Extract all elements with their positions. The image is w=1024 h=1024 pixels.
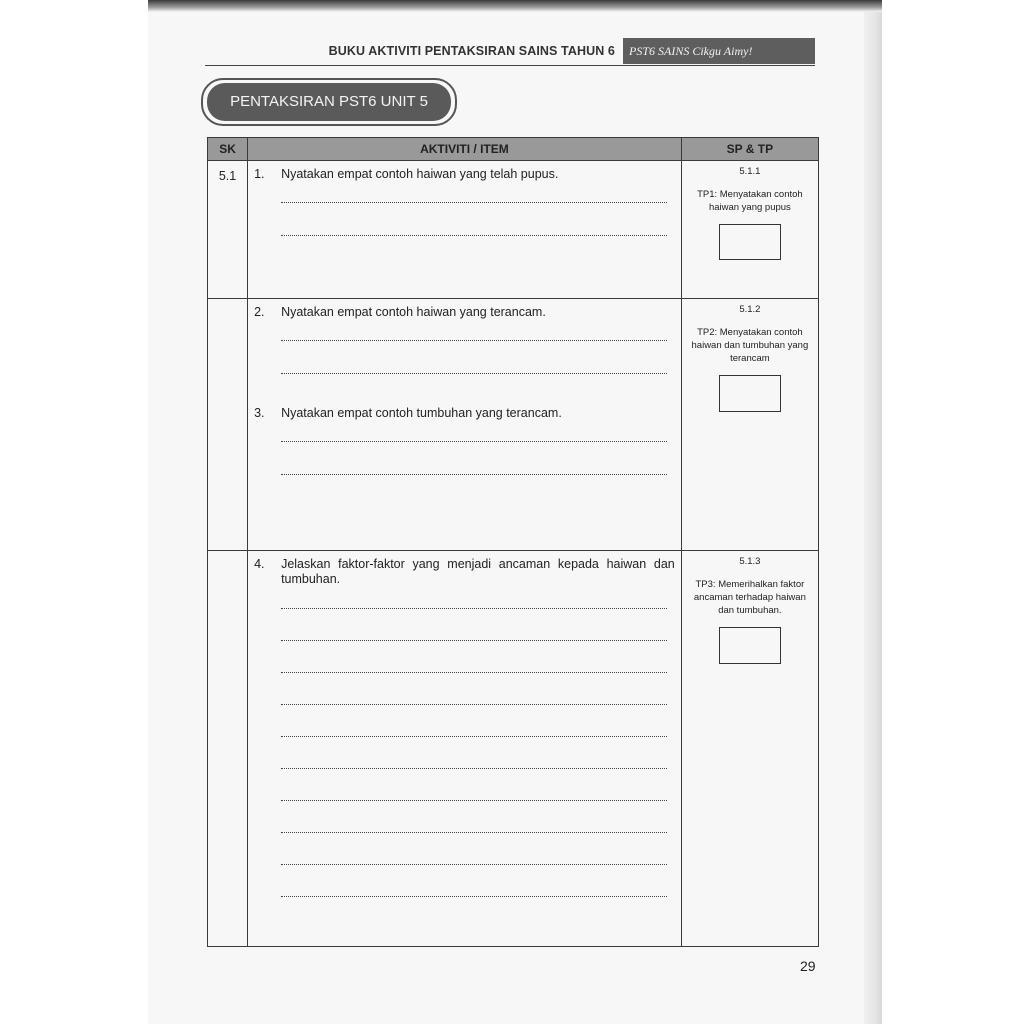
answer-line[interactable] xyxy=(281,671,667,673)
answer-line[interactable] xyxy=(281,703,667,705)
sp-tp-cell xyxy=(681,299,818,551)
answer-line[interactable] xyxy=(281,201,667,203)
tp-description: TP3: Memerihalkan faktor ancaman terhadap haiwan dan tumbuhan. xyxy=(693,579,806,616)
question-item xyxy=(254,167,675,182)
header-activity: AKTIVITI / ITEM xyxy=(248,138,682,161)
tp-description: TP1: Menyatakan contoh haiwan yang pupus xyxy=(697,189,803,213)
answer-line[interactable] xyxy=(281,473,667,475)
question-number: 4. xyxy=(254,557,265,571)
sk-empty-cell xyxy=(208,299,248,551)
answer-line[interactable] xyxy=(281,639,667,641)
question-text: Nyatakan empat contoh haiwan yang telah pupus. xyxy=(281,167,559,181)
header-divider xyxy=(205,65,815,66)
question-item xyxy=(254,406,675,421)
table-header-row xyxy=(208,138,819,161)
sp-tp-cell xyxy=(681,161,818,299)
sp-tp-cell xyxy=(681,551,818,947)
sp-code: 5.1.3 xyxy=(739,556,761,567)
answer-line[interactable] xyxy=(281,735,667,737)
header-tag: PST6 SAINS Cikgu Aimy! xyxy=(623,38,815,64)
sk-empty-cell xyxy=(208,551,248,947)
question-text: Nyatakan empat contoh haiwan yang terancam. xyxy=(281,305,546,319)
page-number: 29 xyxy=(800,958,816,974)
score-box[interactable] xyxy=(719,375,781,412)
table-row xyxy=(208,551,819,947)
page-header xyxy=(205,38,815,64)
answer-line[interactable] xyxy=(281,339,667,341)
answer-line[interactable] xyxy=(281,863,667,865)
question-text: Jelaskan faktor-faktor yang menjadi ancaman kepada haiwan dan tumbuhan. xyxy=(281,557,675,586)
question-number: 1. xyxy=(254,167,265,181)
sp-code: 5.1.1 xyxy=(739,166,761,177)
assessment-table xyxy=(207,137,819,947)
question-item xyxy=(254,305,675,320)
answer-line[interactable] xyxy=(281,831,667,833)
answer-line[interactable] xyxy=(281,234,667,236)
sp-code: 5.1.2 xyxy=(739,304,761,315)
unit-badge: PENTAKSIRAN PST6 UNIT 5 xyxy=(207,83,451,121)
activity-cell xyxy=(248,161,682,299)
table-row xyxy=(208,299,819,551)
answer-line[interactable] xyxy=(281,895,667,897)
question-number: 2. xyxy=(254,305,265,319)
question-item xyxy=(254,557,675,587)
answer-line[interactable] xyxy=(281,372,667,374)
sk-code: 5.1 xyxy=(208,161,248,299)
answer-line[interactable] xyxy=(281,767,667,769)
book-title: BUKU AKTIVITI PENTAKSIRAN SAINS TAHUN 6 xyxy=(328,44,615,58)
header-sk: SK xyxy=(208,138,248,161)
tp-description: TP2: Menyatakan contoh haiwan dan tumbuhan yang terancam xyxy=(691,327,809,364)
question-text: Nyatakan empat contoh tumbuhan yang terancam. xyxy=(281,406,562,420)
page-edge xyxy=(864,10,882,1024)
table-row xyxy=(208,161,819,299)
header-sp-tp: SP & TP xyxy=(681,138,818,161)
score-box[interactable] xyxy=(719,627,781,664)
scan-shadow xyxy=(148,0,882,12)
activity-cell xyxy=(248,551,682,947)
answer-line[interactable] xyxy=(281,607,667,609)
answer-line[interactable] xyxy=(281,440,667,442)
activity-cell xyxy=(248,299,682,551)
question-number: 3. xyxy=(254,406,265,420)
score-box[interactable] xyxy=(719,224,781,260)
answer-line[interactable] xyxy=(281,799,667,801)
